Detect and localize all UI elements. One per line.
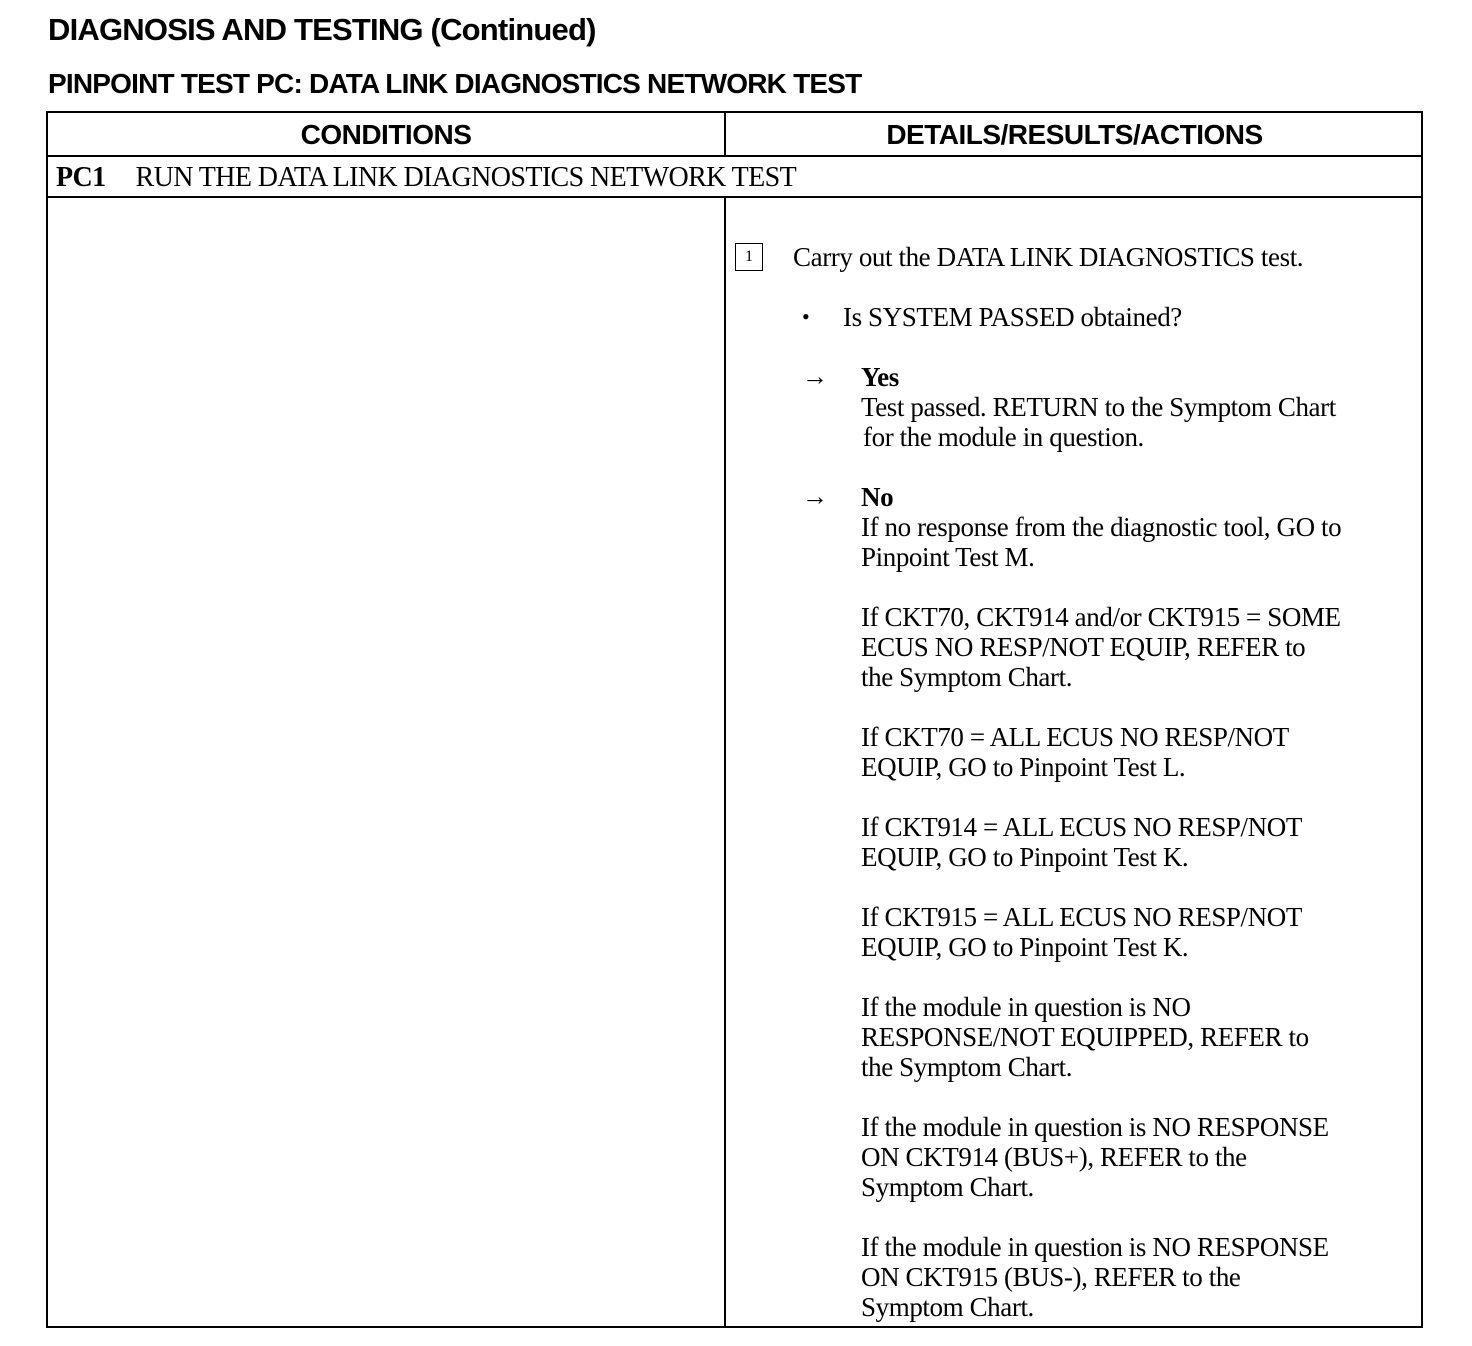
no-paragraph-line: If CKT70, CKT914 and/or CKT915 = SOME [861,602,1341,632]
no-label: No [861,482,894,512]
section-heading: DIAGNOSIS AND TESTING (Continued) [48,12,596,47]
no-paragraph-line: EQUIP, GO to Pinpoint Test L. [861,752,1186,782]
no-paragraph-line: Symptom Chart. [861,1292,1034,1322]
step-number-box: 1 [735,243,763,271]
no-paragraph-line: Pinpoint Test M. [861,542,1035,572]
no-paragraph-line: If no response from the diagnostic tool, GO to [861,512,1342,542]
no-paragraph-line: EQUIP, GO to Pinpoint Test K. [861,932,1189,962]
pinpoint-test-title: PINPOINT TEST PC: DATA LINK DIAGNOSTICS NETWORK TEST [48,68,862,99]
yes-line: for the module in question. [863,422,1144,452]
column-divider-body [724,197,726,1326]
no-paragraph-line: If the module in question is NO RESPONSE [861,1112,1329,1142]
no-paragraph-line: If CKT915 = ALL ECUS NO RESP/NOT [861,902,1302,932]
step-id: PC1 [56,162,106,193]
yes-line: Test passed. RETURN to the Symptom Chart [861,392,1336,422]
no-paragraph-line: ECUS NO RESP/NOT EQUIP, REFER to [861,632,1306,662]
no-paragraph-line: If CKT70 = ALL ECUS NO RESP/NOT [861,722,1289,752]
conditions-column-header: CONDITIONS [300,119,472,150]
no-paragraph-line: EQUIP, GO to Pinpoint Test K. [861,842,1189,872]
no-paragraph-line: If CKT914 = ALL ECUS NO RESP/NOT [861,812,1302,842]
no-paragraph-line: the Symptom Chart. [861,662,1073,692]
step-title: RUN THE DATA LINK DIAGNOSTICS NETWORK TEST [135,162,797,193]
no-paragraph-line: If the module in question is NO RESPONSE [861,1232,1329,1262]
yes-arrow-icon: → [802,362,828,391]
no-arrow-icon: → [802,482,828,511]
details-column-header: DETAILS/RESULTS/ACTIONS [886,119,1263,150]
no-paragraph-line: RESPONSE/NOT EQUIPPED, REFER to [861,1022,1309,1052]
no-paragraph-line: the Symptom Chart. [861,1052,1073,1082]
no-paragraph-line: ON CKT914 (BUS+), REFER to the [861,1142,1247,1172]
no-paragraph-line: ON CKT915 (BUS-), REFER to the [861,1262,1241,1292]
bullet-icon: • [802,304,810,329]
result-question: Is SYSTEM PASSED obtained? [843,302,1182,332]
no-paragraph-line: Symptom Chart. [861,1172,1034,1202]
no-paragraph-line: If the module in question is NO [861,992,1191,1022]
step-row [56,157,796,197]
yes-label: Yes [861,362,899,392]
step-instruction: Carry out the DATA LINK DIAGNOSTICS test. [793,242,1304,272]
